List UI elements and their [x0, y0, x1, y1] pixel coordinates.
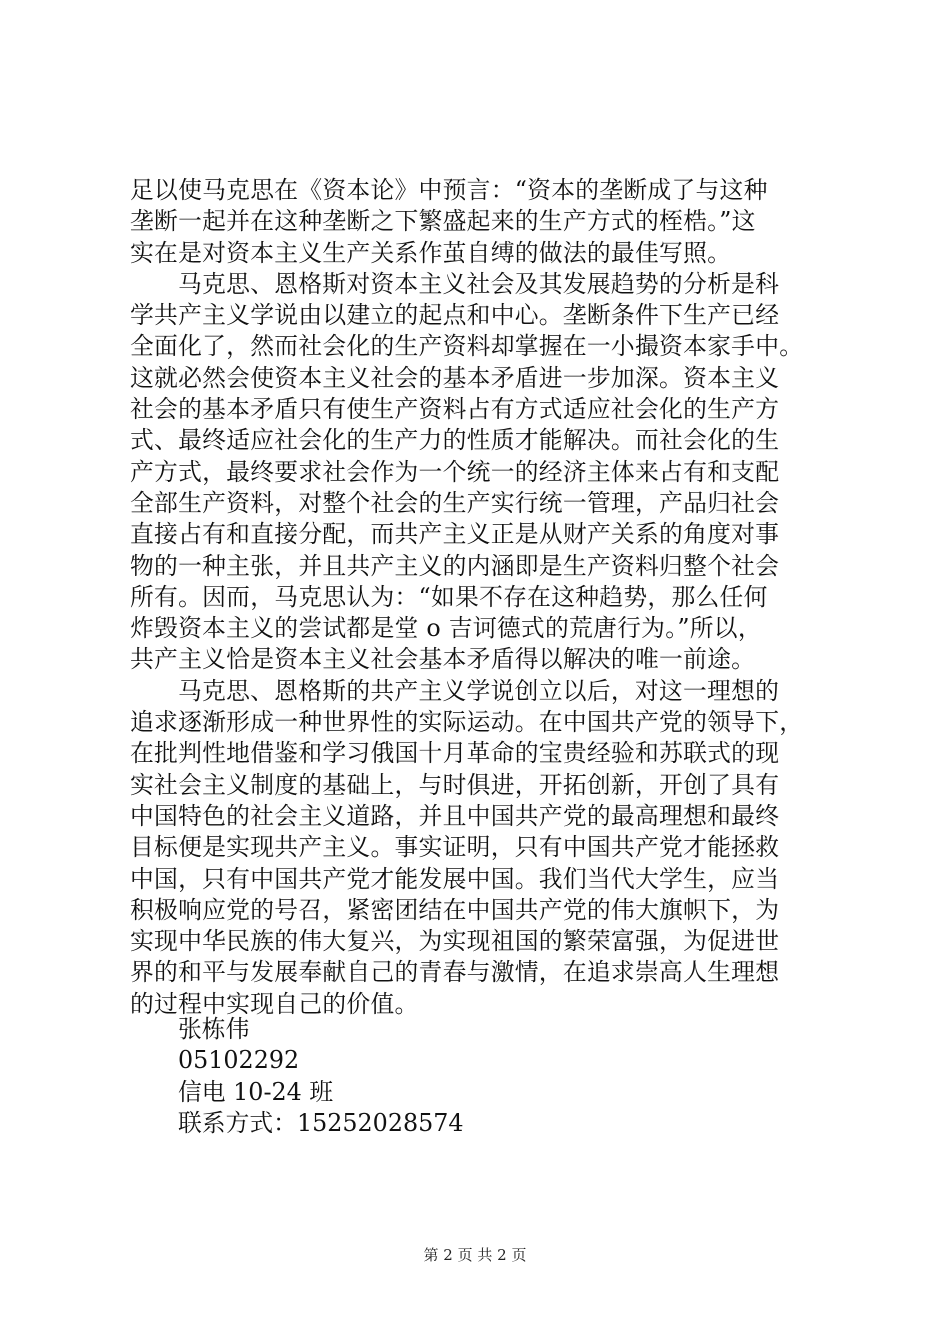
- text-line: 所有。因而，马克思认为：“如果不存在这种趋势，那么任何: [130, 582, 768, 611]
- text-line: 全面化了，然而社会化的生产资料却掌握在一小撮资本家手中。: [130, 332, 804, 361]
- text-line: 中国特色的社会主义道路，并且中国共产党的最高理想和最终: [130, 801, 780, 830]
- text-line: 学共产主义学说由以建立的起点和中心。垄断条件下生产已经: [130, 301, 780, 330]
- text-line: 这就必然会使资本主义社会的基本矛盾进一步加深。资本主义: [130, 363, 780, 392]
- text-line: 实现中华民族的伟大复兴，为实现祖国的繁荣富强，为促进世: [130, 927, 780, 956]
- text-line: 全部生产资料，对整个社会的生产实行统一管理，产品归社会: [130, 488, 780, 517]
- page-footer: 第 2 页 共 2 页: [423, 1246, 527, 1264]
- body-text: [130, 175, 830, 1020]
- contact-info: 联系方式：15252028574: [178, 1108, 464, 1137]
- text-line: 在批判性地借鉴和学习俄国十月革命的宝贵经验和苏联式的现: [130, 739, 780, 768]
- text-line: 物的一种主张，并且共产主义的内涵即是生产资料归整个社会: [130, 551, 780, 580]
- text-line: 足以使马克思在《资本论》中预言：“资本的垄断成了与这种: [130, 176, 768, 204]
- text-line: 的过程中实现自己的价值。: [130, 989, 419, 1018]
- text-line: 实社会主义制度的基础上，与时俱进，开拓创新，开创了具有: [130, 770, 780, 799]
- text-line: 垄断一起并在这种垄断之下繁盛起来的生产方式的桎梏。”这: [130, 207, 756, 236]
- text-line: 界的和平与发展奉献自己的青春与激情，在追求崇高人生理想: [130, 958, 780, 987]
- text-line: 共产主义恰是资本主义社会基本矛盾得以解决的唯一前途。: [130, 645, 756, 674]
- text-line: 直接占有和直接分配，而共产主义正是从财产关系的角度对事: [130, 520, 780, 549]
- author-name: 张栋伟: [178, 1015, 250, 1043]
- paragraph-start-line: 马克思、恩格斯对资本主义社会及其发展趋势的分析是科: [178, 269, 780, 298]
- text-line: 社会的基本矛盾只有使生产资料占有方式适应社会化的生产方: [130, 395, 780, 424]
- text-line: 中国，只有中国共产党才能发展中国。我们当代大学生，应当: [130, 864, 780, 893]
- class-name: 信电 10-24 班: [178, 1077, 334, 1106]
- text-line: 产方式，最终要求社会作为一个统一的经济主体来占有和支配: [130, 457, 780, 486]
- text-line: 炸毁资本主义的尝试都是堂 o 吉诃德式的荒唐行为。”所以，: [130, 614, 762, 643]
- signature-block: [178, 1014, 464, 1139]
- text-line: 目标便是实现共产主义。事实证明，只有中国共产党才能拯救: [130, 833, 780, 862]
- text-line: 实在是对资本主义生产关系作茧自缚的做法的最佳写照。: [130, 238, 732, 267]
- paragraph-start-line: 马克思、恩格斯的共产主义学说创立以后，对这一理想的: [178, 676, 780, 705]
- text-line: 式、最终适应社会化的生产力的性质才能解决。而社会化的生: [130, 426, 780, 455]
- text-line: 积极响应党的号召，紧密团结在中国共产党的伟大旗帜下，为: [130, 895, 780, 924]
- student-id: 05102292: [178, 1046, 300, 1075]
- text-line: 追求逐渐形成一种世界性的实际运动。在中国共产党的领导下，: [130, 708, 804, 737]
